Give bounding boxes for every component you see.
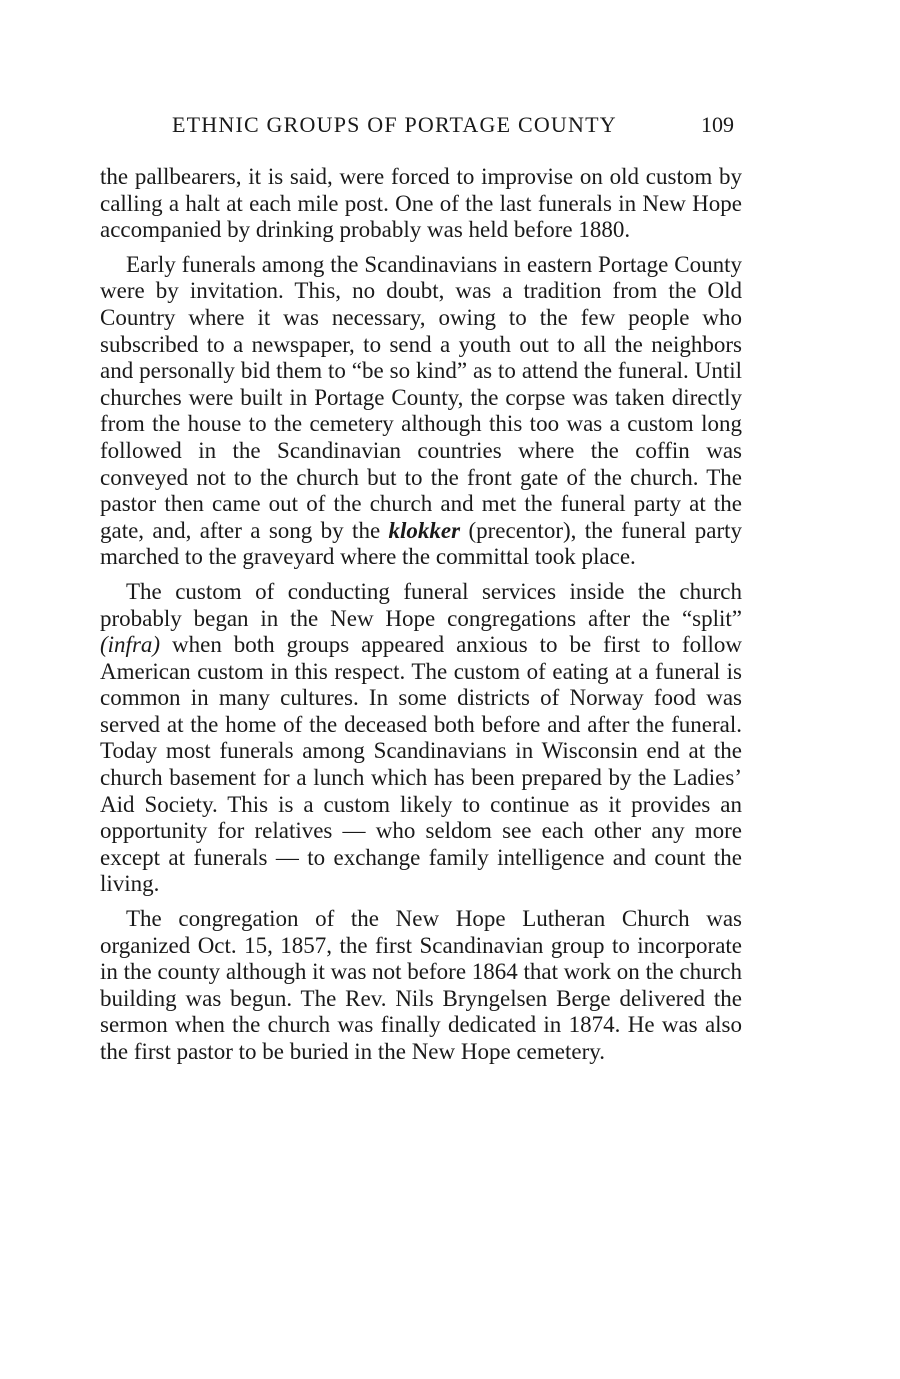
- italic-term-klokker: klokker: [388, 517, 461, 543]
- paragraph-funeral-services: [100, 579, 742, 898]
- running-head: [100, 108, 742, 144]
- paragraph-text-start: The custom of conducting funeral services inside the church probably began in the New Hope congregations after the “split”: [100, 578, 742, 631]
- paragraph-early-funerals: [100, 252, 742, 571]
- paragraph-text: the pallbearers, it is said, were forced to improvise on old custom by calling a halt at each mile post. One of the last funerals in New Hope accompanied by drinking probably was held before 1880.: [100, 164, 742, 243]
- paragraph-new-hope-congregation: [100, 906, 742, 1066]
- paragraph-text: The congregation of the New Hope Lutheran Church was organized Oct. 15, 1857, the first Scandinavian group to incorporate in the county although it was not before 1864 that work on the church building was begun. The Rev. Nils Bryngelsen Berge delivered the sermon when the church was finally dedicated in 1874. He was also the first pastor to be buried in the New Hope cemetery.: [100, 906, 742, 1064]
- body-text: [100, 164, 742, 1066]
- paragraph-text-end: when both groups appeared anxious to be first to follow American custom in this respect. The custom of eating at a funeral is common in many cultures. In some districts of Norway food was served at the home of the deceased both before and after the funeral. Today most funerals among Scandinavians in Wisconsin end at the church basement for a lunch which has been prepared by the Ladies’ Aid Society. This is a custom likely to continue as it provides an opportunity for relatives — who seldom see each other any more except at funerals — to exchange family intelligence and count the living.: [100, 632, 742, 897]
- paragraph-text-start: Early funerals among the Scandinavians in eastern Portage County were by invitation. This, no doubt, was a tradition from the Old Country where it was necessary, owing to the few people who subscribed to a newspaper, to send a youth out to all the neighbors and personally bid them to “be so kind” as to attend the funeral. Until churches were built in Portage County, the corpse was taken directly from the house to the cemetery although this too was a custom long followed in the Scandinavian countries where the coffin was conveyed not to the church but to the front gate of the church. The pastor then came out of the church and met the funeral party at the gate, and, after a song by the: [100, 251, 742, 543]
- paragraph-text-end: (precentor), the funeral party marched to the graveyard where the committal took place.: [100, 517, 742, 570]
- paragraph-pallbearers: [100, 164, 742, 244]
- italic-term-infra: (infra): [100, 632, 161, 658]
- page-number: 109: [701, 112, 734, 137]
- running-title: ETHNIC GROUPS OF PORTAGE COUNTY: [172, 112, 617, 137]
- book-page: [100, 108, 742, 1074]
